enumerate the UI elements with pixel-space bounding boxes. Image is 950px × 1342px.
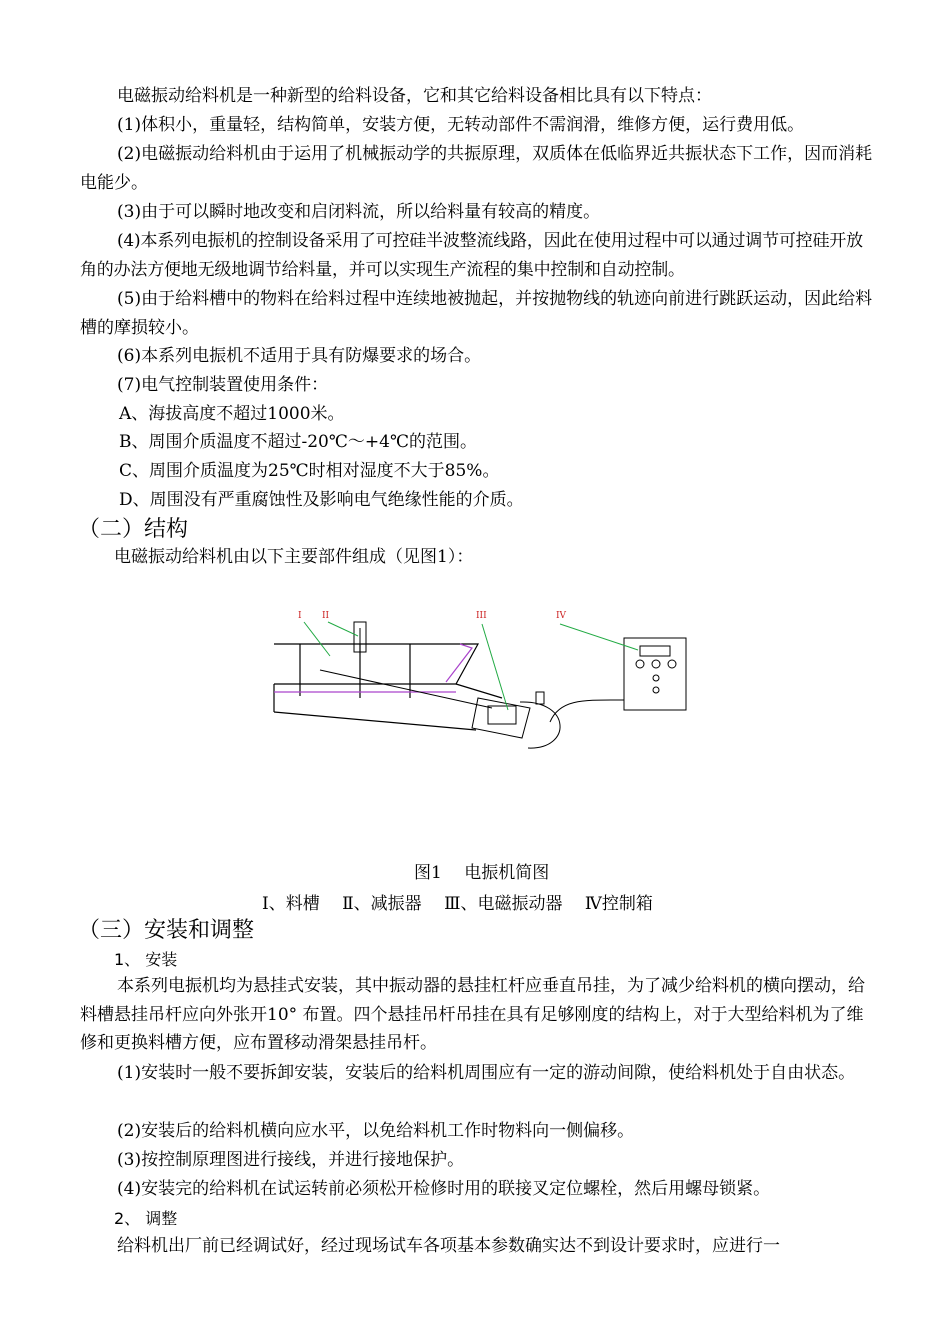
- feature-6: (6)本系列电振机不适用于具有防爆要求的场合。: [117, 346, 482, 366]
- vibrator-core: [488, 706, 516, 724]
- label-ii: II: [322, 611, 330, 621]
- condition-b: B、周围介质温度不超过-20℃～+4℃的范围。: [119, 432, 477, 452]
- trough-spout: [456, 684, 502, 698]
- adjust-paragraph: 给料机出厂前已经调试好，经过现场试车各项基本参数确实达不到设计要求时，应进行一: [117, 1236, 780, 1256]
- figure-legend: Ⅰ、料槽 Ⅱ、减振器 Ⅲ、电磁振动器 Ⅳ控制箱: [262, 894, 653, 914]
- label-iii: III: [476, 611, 487, 621]
- indicator-2: [653, 687, 659, 693]
- leader-1: [304, 622, 330, 656]
- knob-3: [668, 660, 676, 668]
- drive-rod: [320, 670, 492, 708]
- install-step-3: (3)按控制原理图进行接线，并进行接地保护。: [117, 1150, 465, 1170]
- meter-window: [640, 646, 670, 656]
- feature-2: (2)电磁振动给料机由于运用了机械振动学的共振原理，双质体在低临界近共振状态下工作，因而消耗电能少。: [80, 144, 873, 193]
- install-step-2: (2)安装后的给料机横向应水平，以免给料机工作时物料向一侧偏移。: [117, 1121, 635, 1141]
- vibrator-bolt: [536, 692, 544, 704]
- section-2-text: 电磁振动给料机由以下主要部件组成（见图1）：: [114, 547, 474, 567]
- section-3-title: （三）安装和调整: [78, 918, 255, 943]
- trough-outline: [274, 644, 478, 684]
- figure-caption: 图1 电振机简图: [414, 863, 550, 883]
- condition-c: C、周围介质温度为25℃时相对湿度不大于85%。: [119, 461, 500, 481]
- section-2-title: （二）结构: [78, 517, 189, 542]
- feature-3: (3)由于可以瞬时地改变和启闭料流，所以给料量有较高的精度。: [117, 202, 601, 222]
- leader-4: [560, 624, 638, 650]
- subsection-adjust: 2、 调整: [114, 1209, 178, 1228]
- intro-text: 电磁振动给料机是一种新型的给料设备，它和其它给料设备相比具有以下特点：: [117, 86, 712, 106]
- label-i: I: [298, 611, 302, 621]
- feature-5: (5)由于给料槽中的物料在给料过程中连续地被抛起，并按抛物线的轨迹向前进行跳跃运动，因此给料槽的摩损较小。: [80, 289, 873, 338]
- condition-a: A、海拔高度不超过1000米。: [119, 404, 345, 424]
- subsection-install: 1、 安装: [114, 950, 178, 969]
- install-paragraph: 本系列电振机均为悬挂式安装，其中振动器的悬挂杠杆应垂直吊挂，为了减少给料机的横向摆动，给料槽悬挂吊杆应向外张开10° 布置。四个悬挂吊杆吊挂在具有足够刚度的结构上，对于大型给料机为了维修和更换料槽方便，应布置移动滑架悬挂吊杆。: [80, 976, 865, 1053]
- label-iv: IV: [556, 611, 567, 621]
- vibrator-body: [472, 698, 530, 738]
- install-step-4: (4)安装完的给料机在试运转前必须松开检修时用的联接叉定位螺栓，然后用螺母锁紧。: [117, 1179, 771, 1199]
- knob-1: [636, 660, 644, 668]
- feature-4: (4)本系列电振机的控制设备采用了可控硅半波整流线路，因此在使用过程中可以通过调节可控硅开放角的办法方便地无级地调节给料量，并可以实现生产流程的集中控制和自动控制。: [80, 231, 863, 280]
- feeder-diagram: [260, 600, 700, 770]
- trough-bottom: [274, 712, 476, 730]
- indicator-1: [653, 675, 659, 681]
- install-step-1: (1)安装时一般不要拆卸安装，安装后的给料机周围应有一定的游动间隙，使给料机处于自由状态。: [117, 1063, 856, 1083]
- feature-1: (1)体积小，重量轻，结构简单，安装方便，无转动部件不需润滑，维修方便，运行费用低。: [117, 115, 805, 135]
- condition-d: D、周围没有严重腐蚀性及影响电气绝缘性能的介质。: [119, 490, 524, 510]
- vibrator-bracket: [520, 702, 560, 748]
- knob-2: [652, 660, 660, 668]
- leader-3: [482, 624, 508, 710]
- control-cable: [550, 700, 624, 722]
- feature-7: (7)电气控制装置使用条件：: [117, 375, 329, 395]
